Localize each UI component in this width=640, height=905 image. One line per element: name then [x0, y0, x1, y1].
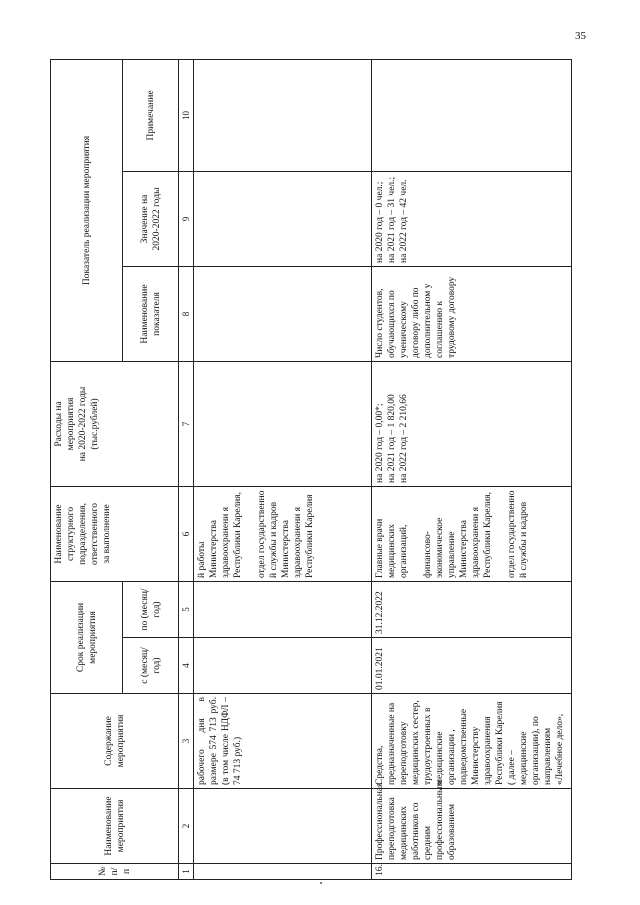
row-responsible: Главные врачи медицинских организаций, финансово-экономическое управление Министерства здравоохранени я Республики Карелия, отдел государственно й службы и кадров: [372, 486, 572, 581]
row-indicator-value: на 2020 год – 0 чел.; на 2021 год – 31 чел.; на 2022 год – 42 чел.: [372, 171, 572, 266]
row-content: рабочего дня в размере 574 713 руб. (в том числе НДФЛ – 74 713 руб.): [194, 694, 372, 789]
header-responsible: Наименование структурного подразделения, ответственного за выполнение: [51, 486, 179, 581]
rotated-table-container: [50, 60, 570, 880]
column-number: 10: [179, 59, 194, 171]
row-to: [194, 581, 372, 637]
header-content: Содержание мероприятия: [51, 694, 179, 789]
header-num: № п/ п: [51, 864, 179, 880]
column-number: 3: [179, 694, 194, 789]
page-number: 35: [575, 30, 586, 42]
table-row: [194, 59, 372, 879]
scan-artifact-dot: [320, 882, 322, 884]
table-row: [372, 59, 572, 879]
row-expenses: [194, 361, 372, 486]
column-number: 2: [179, 789, 194, 864]
header-expenses: Расходы на мероприятия на 2020-2022 годы (тыс.рублей): [51, 361, 179, 486]
row-num: [194, 864, 372, 880]
column-number: 7: [179, 361, 194, 486]
row-num: 16.: [372, 864, 572, 880]
row-content: Средства, предназначенные на переподготовку медицинских сестер, трудоустроенных в медицинские организации , подведомственные Министерству здравоохранения Республики Карелия ( далее – медицинские организации), по направлениям «Лечебное дело»,: [372, 694, 572, 789]
row-from: 01.01.2021: [372, 638, 572, 694]
row-indicator-name: Число студентов, обучающихся по ученическому договору либо по дополнительном у соглашению к трудовому договору: [372, 266, 572, 361]
row-from: [194, 638, 372, 694]
row-responsible: й работы Министерства здравоохранени я Республики Карелия, отдел государственно й службы и кадров Министерства здравоохранени я Республики Карелия: [194, 486, 372, 581]
row-to: 31.12.2022: [372, 581, 572, 637]
column-number: 8: [179, 266, 194, 361]
row-expenses: на 2020 год – 0,00*; на 2021 год – 1 820,00 на 2022 год – 2 210,66: [372, 361, 572, 486]
header-indicator-value: Значение на 2020-2022 годы: [123, 171, 179, 266]
column-number: 4: [179, 638, 194, 694]
header-period-from: с (месяц/ год): [123, 638, 179, 694]
row-name: [194, 789, 372, 864]
row-note: [372, 59, 572, 171]
header-note: Примечание: [123, 59, 179, 171]
header-indicator: Показатель реализации мероприятия: [51, 59, 123, 361]
header-period: Срок реализации мероприятия: [51, 581, 123, 693]
header-name: Наименование мероприятия: [51, 789, 179, 864]
header-indicator-name: Наименование показателя: [123, 266, 179, 361]
column-number: 9: [179, 171, 194, 266]
row-name: Профессиональная переподготовка медицинских работников со средним профессиональным образованием: [372, 789, 572, 864]
row-note: [194, 59, 372, 171]
row-indicator-value: [194, 171, 372, 266]
column-number: 6: [179, 486, 194, 581]
activity-table: [50, 59, 572, 880]
column-number: 5: [179, 581, 194, 637]
column-number: 1: [179, 864, 194, 880]
header-period-to: по (месяц/ год): [123, 581, 179, 637]
row-indicator-name: [194, 266, 372, 361]
